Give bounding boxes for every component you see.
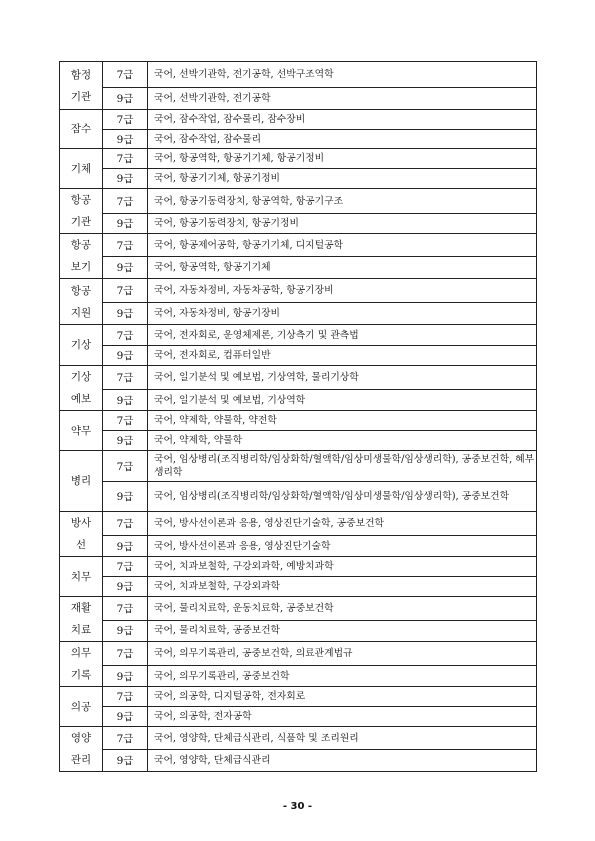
field-cell [60,110,103,149]
subjects-cell: 국어, 임상병리(조직병리학/임상화학/혈액학/임상미생물학/임상생리학), 공중보건학, 혜부생리학 [148,451,537,482]
table-row [60,620,537,641]
grade-cell: 7급 [103,512,148,536]
table-row [60,451,537,482]
subjects-cell: 국어, 의무기록관리, 공중보건학, 의료관계법규 [148,642,537,666]
subjects-cell: 국어, 임상병리(조직병리학/임상화학/혈액학/임상미생물학/임상생리학), 공중보건학 [148,482,537,512]
field-cell [60,325,103,366]
page-number: - 30 - [282,801,313,812]
table-row [60,512,537,536]
table-row [60,642,537,666]
grade-cell: 7급 [103,451,148,482]
field-name-line: 영양 [70,732,92,744]
field-name-line: 기상 [70,371,92,383]
table-row [60,234,537,257]
field-name-line: 약무 [70,424,92,437]
grade-cell: 9급 [103,707,148,727]
field-name-line: 관리 [70,754,92,766]
subjects-cell: 국어, 약제학, 약물학 [148,431,537,451]
table-row [60,536,537,557]
subjects-cell: 국어, 자동차정비, 자동차공학, 항공기장비 [148,279,537,303]
field-cell [60,234,103,279]
subjects-cell: 국어, 항공역학, 항공기기체, 항공기정비 [148,149,537,169]
subjects-cell: 국어, 항공기동력장치, 항공역학, 항공기구조 [148,189,537,214]
grade-cell: 9급 [103,257,148,279]
grade-cell: 7급 [103,149,148,169]
table-row [60,750,537,772]
field-name-line: 방사 [70,517,92,529]
field-cell [60,642,103,687]
subjects-cell: 국어, 영양학, 단체급식관리 [148,750,537,772]
field-name-line: 항공 [70,284,92,297]
subjects-cell: 국어, 치과보철학, 구강외과학 [148,577,537,597]
table-row [60,88,537,110]
grade-cell: 9급 [103,431,148,451]
subjects-cell: 국어, 일기분석 및 예보법, 기상역학 [148,390,537,411]
table-row [60,390,537,411]
field-name-line: 함정 [70,68,92,81]
table-row [60,149,537,169]
subjects-cell: 국어, 물리치료학, 운동치료학, 공중보건학 [148,597,537,621]
field-name-line: 항공 [70,239,92,251]
grade-cell: 7급 [103,325,148,346]
field-name-line: 보기 [70,261,92,273]
field-cell [60,687,103,727]
table-row [60,214,537,234]
subjects-cell: 국어, 선박기관학, 전기공학, 선박구조역학 [148,62,537,88]
field-name-line: 치무 [70,570,92,583]
grade-cell: 7급 [103,557,148,577]
field-name-line: 치료 [70,624,92,636]
field-cell [60,149,103,189]
field-cell [60,597,103,642]
grade-cell: 9급 [103,577,148,597]
field-cell [60,557,103,597]
grade-cell: 9급 [103,130,148,149]
grade-cell: 9급 [103,169,148,189]
grade-cell: 7급 [103,411,148,431]
field-name-line: 기체 [70,162,92,175]
subjects-cell: 국어, 방사선이론과 응용, 영상진단기술학 [148,536,537,557]
subjects-cell: 국어, 전자회로, 운영체제론, 기상측기 및 관측법 [148,325,537,346]
grade-cell: 9급 [103,482,148,512]
grade-cell: 7급 [103,366,148,390]
table-row [60,110,537,130]
subjects-cell: 국어, 의무기록관리, 공중보건학 [148,666,537,687]
grade-cell: 9급 [103,666,148,687]
grade-cell: 9급 [103,536,148,557]
grade-cell: 7급 [103,727,148,750]
grade-cell: 9급 [103,346,148,366]
subjects-cell: 국어, 의공학, 디지털공학, 전자회로 [148,687,537,707]
field-cell [60,62,103,110]
grade-cell: 9급 [103,390,148,411]
table-row [60,169,537,189]
grade-cell: 7급 [103,687,148,707]
field-cell [60,451,103,512]
table-row [60,130,537,149]
field-name-line: 기록 [70,669,92,681]
table-row [60,557,537,577]
subjects-cell: 국어, 항공기동력장치, 항공기정비 [148,214,537,234]
table-row [60,303,537,325]
subjects-cell: 국어, 자동차정비, 항공기장비 [148,303,537,325]
grade-cell: 7급 [103,62,148,88]
subjects-cell: 국어, 치과보철학, 구강외과학, 예방치과학 [148,557,537,577]
subjects-cell: 국어, 물리치료학, 공중보건학 [148,620,537,641]
field-name-line: 기상 [70,339,92,351]
table-row [60,707,537,727]
table-row [60,411,537,431]
field-name-line: 기관 [70,90,92,103]
grade-cell: 9급 [103,620,148,641]
table-row [60,279,537,303]
grade-cell: 7급 [103,189,148,214]
grade-cell: 7급 [103,597,148,621]
field-cell [60,411,103,451]
table-row [60,325,537,346]
table-row [60,189,537,214]
field-name-line: 병리 [70,475,92,487]
subjects-cell: 국어, 방사선이론과 응용, 영상진단기술학, 공중보건학 [148,512,537,536]
subjects-cell: 국어, 약제학, 약물학, 약전학 [148,411,537,431]
table-row [60,597,537,621]
field-cell [60,727,103,772]
field-cell [60,366,103,411]
field-name-line: 잠수 [70,123,92,135]
table-body [60,62,537,772]
table-row [60,366,537,390]
grade-cell: 7급 [103,110,148,130]
field-cell [60,279,103,325]
grade-cell: 9급 [103,88,148,110]
table-row [60,346,537,366]
subjects-cell: 국어, 항공역학, 항공기기체 [148,257,537,279]
subjects-cell: 국어, 항공제어공학, 항공기기체, 디지털공학 [148,234,537,257]
subjects-cell: 국어, 의공학, 전자공학 [148,707,537,727]
table-row [60,431,537,451]
field-name-line: 기관 [70,216,92,228]
subjects-cell: 국어, 일기분석 및 예보법, 기상역학, 물리기상학 [148,366,537,390]
table-row [60,482,537,512]
subjects-cell: 국어, 선박기관학, 전기공학 [148,88,537,110]
table-row [60,62,537,88]
grade-cell: 9급 [103,750,148,772]
exam-subjects-table [59,61,537,772]
field-name-line: 의무 [70,647,92,659]
grade-cell: 9급 [103,303,148,325]
grade-cell: 7급 [103,234,148,257]
subjects-cell: 국어, 잠수작업, 잠수물리 [148,130,537,149]
subjects-cell: 국어, 전자회로, 컴퓨터일반 [148,346,537,366]
field-name-line: 선 [75,539,87,551]
field-cell [60,189,103,234]
table-row [60,727,537,750]
subjects-cell: 국어, 항공기기체, 항공기정비 [148,169,537,189]
table-row [60,666,537,687]
subjects-cell: 국어, 잠수작업, 잠수물리, 잠수장비 [148,110,537,130]
field-name-line: 의공 [70,700,92,713]
field-cell [60,512,103,557]
grade-cell: 7급 [103,279,148,303]
field-name-line: 지원 [70,306,92,319]
field-name-line: 항공 [70,194,92,206]
table-row [60,577,537,597]
table-row [60,687,537,707]
subjects-cell: 국어, 영양학, 단체급식관리, 식품학 및 조리원리 [148,727,537,750]
grade-cell: 9급 [103,214,148,234]
grade-cell: 7급 [103,642,148,666]
table-row [60,257,537,279]
field-name-line: 재활 [70,602,92,614]
field-name-line: 예보 [70,393,92,405]
